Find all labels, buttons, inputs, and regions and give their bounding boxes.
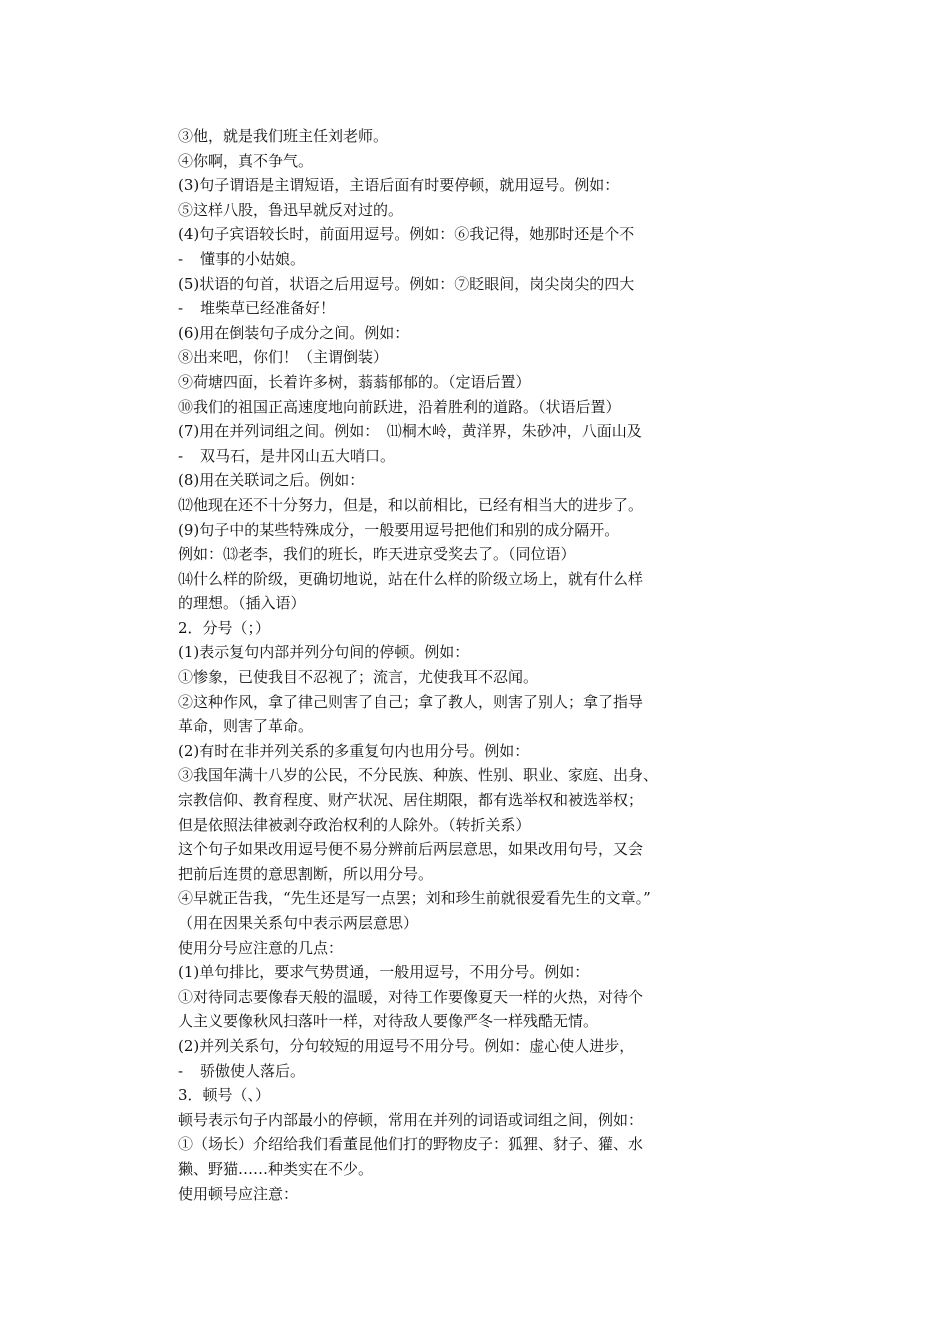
- line-text: ①对待同志要像春天般的温暖，对待工作要像夏天一样的火热，对待个: [178, 987, 644, 1006]
- line-text: 双马石，是井冈山五大哨口。: [200, 446, 396, 465]
- line-text: 3．顿号（、）: [178, 1086, 271, 1105]
- text-line: [178, 886, 738, 911]
- text-line: [178, 1034, 738, 1059]
- text-line: [178, 739, 738, 764]
- text-line: [178, 370, 738, 395]
- text-line: [178, 1083, 738, 1108]
- line-text: 顿号表示句子内部最小的停顿，常用在并列的词语或词组之间，例如：: [178, 1110, 644, 1129]
- line-text: ④你啊，真不争气。: [178, 151, 314, 170]
- line-text: ⑤这样八股，鲁迅早就反对过的。: [178, 200, 404, 219]
- line-text: ②这种作风，拿了律己则害了自己；拿了教人，则害了别人；拿了指导: [178, 692, 644, 711]
- text-line: [178, 345, 738, 370]
- line-text: ⒁什么样的阶级，更确切地说，站在什么样的阶级立场上，就有什么样: [178, 569, 644, 588]
- text-line: [178, 567, 738, 592]
- line-text: (4)句子宾语较长时，前面用逗号。例如：⑥我记得，她那时还是个不: [178, 225, 635, 244]
- text-line: [178, 1059, 738, 1084]
- text-line: [178, 1182, 738, 1207]
- text-line: [178, 272, 738, 297]
- text-line: [178, 222, 738, 247]
- text-line: [178, 837, 738, 862]
- text-line: [178, 468, 738, 493]
- continuation-dash: -: [178, 446, 184, 465]
- text-line: [178, 665, 738, 690]
- continuation-dash: -: [178, 1061, 184, 1080]
- text-line: [178, 1009, 738, 1034]
- line-text: (7)用在并列词组之间。例如： ⑾桐木岭，黄洋界，朱砂冲，八面山及: [178, 422, 642, 441]
- line-text: (1)单句排比，要求气势贯通，一般用逗号，不用分号。例如：: [178, 963, 590, 982]
- text-line: [178, 395, 738, 420]
- text-line: [178, 616, 738, 641]
- line-text: ⑧出来吧，你们！（主谓倒装）: [178, 348, 389, 367]
- line-text: 懂事的小姑娘。: [200, 249, 306, 268]
- text-line: [178, 862, 738, 887]
- line-text: (2)有时在非并列关系的多重复句内也用分号。例如：: [178, 741, 530, 760]
- text-line: [178, 1132, 738, 1157]
- text-line: [178, 591, 738, 616]
- text-line: [178, 247, 738, 272]
- text-line: [178, 124, 738, 149]
- text-line: [178, 911, 738, 936]
- line-text: 2．分号（；）: [178, 618, 271, 637]
- line-text: (8)用在关联词之后。例如：: [178, 471, 365, 490]
- line-text: (2)并列关系句，分句较短的用逗号不用分号。例如：虚心使人进步，: [178, 1036, 635, 1055]
- text-line: [178, 763, 738, 788]
- text-line: [178, 714, 738, 739]
- text-line: [178, 173, 738, 198]
- line-text: 革命，则害了革命。: [178, 717, 314, 736]
- line-text: (1)表示复句内部并列分句间的停顿。例如：: [178, 643, 470, 662]
- text-line: [178, 149, 738, 174]
- line-text: 人主义要像秋风扫落叶一样，对待敌人要像严冬一样残酷无情。: [178, 1012, 599, 1031]
- text-line: [178, 1108, 738, 1133]
- line-text: ①惨象，已使我目不忍视了；流言，尤使我耳不忍闻。: [178, 668, 539, 687]
- text-line: [178, 198, 738, 223]
- line-text: 使用顿号应注意：: [178, 1184, 299, 1203]
- line-text: 堆柴草已经准备好！: [200, 299, 336, 318]
- line-text: ①（场长）介绍给我们看董昆他们打的野物皮子：狐狸、豺子、獾、水: [178, 1135, 644, 1154]
- line-text: 这个句子如果改用逗号便不易分辨前后两层意思，如果改用句号，又会: [178, 840, 644, 859]
- line-text: ③他，就是我们班主任刘老师。: [178, 127, 389, 145]
- text-line: [178, 296, 738, 321]
- text-line: [178, 518, 738, 543]
- text-line: [178, 1157, 738, 1182]
- line-text: ⑨荷塘四面，长着许多树，蓊蓊郁郁的。（定语后置）: [178, 372, 531, 391]
- line-text: 的理想。（插入语）: [178, 594, 306, 613]
- text-line: [178, 813, 738, 838]
- line-text: 骄傲使人落后。: [200, 1061, 306, 1080]
- text-line: [178, 419, 738, 444]
- text-line: [178, 690, 738, 715]
- continuation-dash: -: [178, 249, 184, 268]
- line-text: (5)状语的句首，状语之后用逗号。例如：⑦眨眼间，岗尖岗尖的四大: [178, 274, 635, 293]
- line-text: 宗教信仰、教育程度、财产状况、居住期限，都有选举权和被选举权；: [178, 791, 644, 810]
- line-text: 例如：⒀老李，我们的班长，昨天进京受奖去了。（同位语）: [178, 545, 576, 564]
- text-line: [178, 960, 738, 985]
- text-line: [178, 321, 738, 346]
- text-line: [178, 493, 738, 518]
- line-text: ④早就正告我，“先生还是写一点罢；刘和珍生前就很爱看先生的文章。”: [178, 889, 651, 908]
- line-text: ⑩我们的祖国正高速度地向前跃进，沿着胜利的道路。（状语后置）: [178, 397, 621, 416]
- line-text: 把前后连贯的意思割断，所以用分号。: [178, 864, 434, 883]
- text-line: [178, 444, 738, 469]
- line-text: 使用分号应注意的几点：: [178, 938, 344, 957]
- line-text: (3)句子谓语是主谓短语，主语后面有时要停顿，就用逗号。例如：: [178, 176, 620, 195]
- text-line: [178, 985, 738, 1010]
- text-line: [178, 936, 738, 961]
- line-text: 獭、野猫……种类实在不少。: [178, 1159, 374, 1178]
- line-text: ⑿他现在还不十分努力，但是，和以前相比，已经有相当大的进步了。: [178, 495, 644, 514]
- line-text: （用在因果关系句中表示两层意思）: [178, 914, 419, 932]
- continuation-dash: -: [178, 299, 184, 318]
- document-body: [178, 124, 738, 1206]
- line-text: ③我国年满十八岁的公民，不分民族、种族、性别、职业、家庭、出身、: [178, 766, 659, 785]
- line-text: 但是依照法律被剥夺政治权利的人除外。（转折关系）: [178, 815, 531, 834]
- text-line: [178, 640, 738, 665]
- line-text: (9)句子中的某些特殊成分，一般要用逗号把他们和别的成分隔开。: [178, 520, 620, 539]
- text-line: [178, 788, 738, 813]
- line-text: (6)用在倒装句子成分之间。例如：: [178, 323, 410, 342]
- text-line: [178, 542, 738, 567]
